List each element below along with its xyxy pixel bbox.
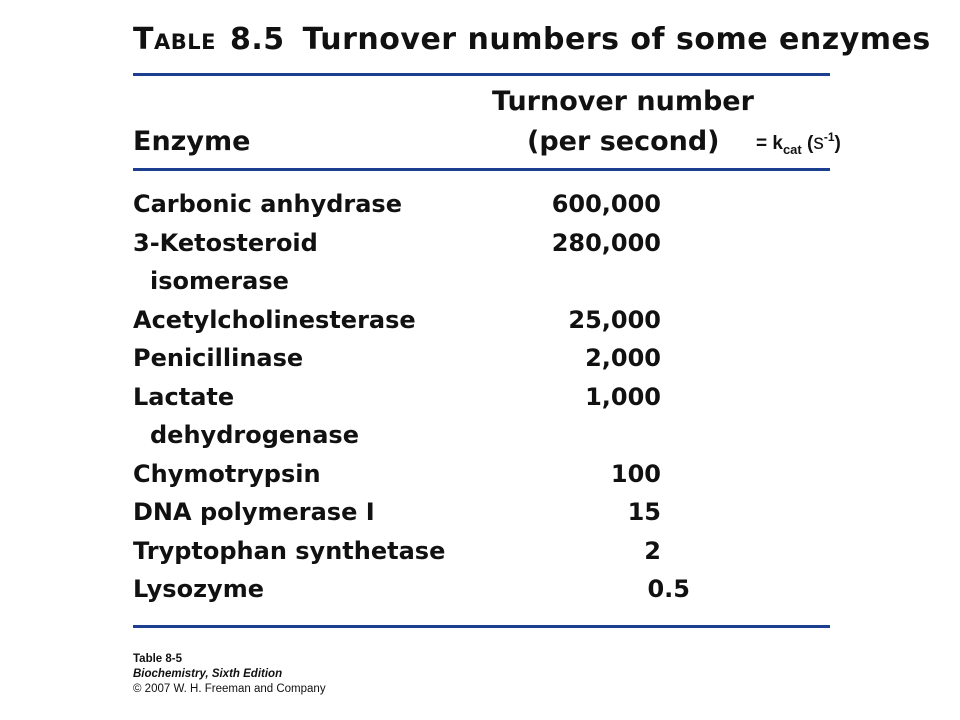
enzyme-name: Lactate [133, 382, 235, 411]
table-row [133, 190, 833, 229]
turnover-header-line2: (per second) [527, 126, 720, 157]
table-row [133, 229, 833, 268]
enzyme-name-continuation: dehydrogenase [150, 421, 359, 449]
table-label: Table [133, 22, 216, 57]
kcat-unit-open: ( [801, 133, 814, 154]
enzyme-column-header: Enzyme [133, 126, 251, 157]
turnover-value: 15 [627, 498, 661, 526]
kcat-unit: s [813, 131, 824, 154]
turnover-header-line1: Turnover number [492, 86, 754, 117]
table-row [133, 421, 833, 460]
turnover-value: 25,000 [568, 305, 661, 334]
top-rule [133, 73, 830, 76]
table-number: 8.5 [229, 22, 285, 57]
enzyme-name: Penicillinase [133, 344, 304, 372]
enzyme-name: Chymotrypsin [133, 459, 321, 488]
turnover-value: 600,000 [551, 190, 661, 218]
table-row [133, 267, 833, 306]
table-row [133, 575, 833, 614]
caption-table-ref: Table 8-5 [133, 653, 182, 665]
caption-copyright: © 2007 W. H. Freeman and Company [133, 683, 326, 695]
enzyme-name-continuation: isomerase [150, 267, 289, 295]
enzyme-name: DNA polymerase I [133, 498, 375, 526]
table-row [133, 344, 833, 383]
table-row [133, 498, 833, 537]
figure-caption [133, 652, 326, 697]
table-row [133, 383, 833, 422]
table-row [133, 460, 833, 499]
turnover-value: 2 [644, 536, 661, 565]
kcat-subscript: cat [782, 142, 802, 157]
enzyme-table-body [133, 190, 833, 614]
kcat-prefix: = k [756, 133, 783, 154]
kcat-superscript: -1 [823, 130, 835, 144]
bottom-rule [133, 625, 830, 628]
enzyme-name: Lysozyme [133, 575, 264, 603]
header-rule [133, 168, 830, 171]
table-title [133, 22, 931, 57]
table-row [133, 537, 833, 576]
table-title-text: Turnover numbers of some enzymes [302, 22, 931, 57]
turnover-value: 100 [610, 459, 661, 488]
kcat-unit-close: ) [834, 133, 841, 154]
turnover-value: 2,000 [585, 344, 661, 372]
enzyme-name: Acetylcholinesterase [133, 305, 416, 334]
turnover-value: 280,000 [551, 228, 661, 257]
turnover-value: 1,000 [585, 382, 661, 411]
enzyme-name: Tryptophan synthetase [133, 536, 446, 565]
kcat-annotation [756, 130, 841, 157]
enzyme-name: 3-Ketosteroid [133, 228, 318, 257]
turnover-value: 0.5 [647, 575, 690, 603]
caption-book-title: Biochemistry, Sixth Edition [133, 668, 283, 680]
table-row [133, 306, 833, 345]
enzyme-name: Carbonic anhydrase [133, 190, 402, 218]
